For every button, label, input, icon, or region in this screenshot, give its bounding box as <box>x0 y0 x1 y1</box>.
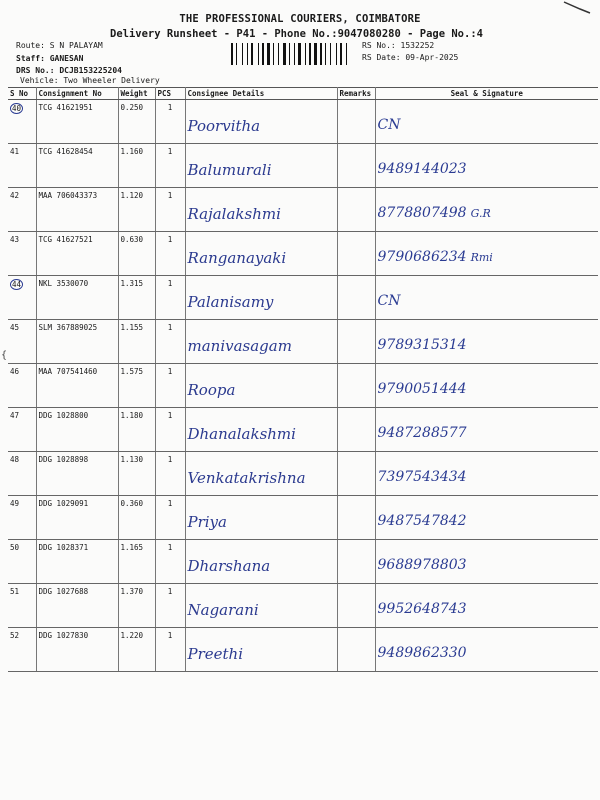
barcode-bar <box>236 43 237 65</box>
table-row <box>8 540 598 584</box>
cell-pcs: 1 <box>155 584 185 628</box>
serial-number: 48 <box>10 455 20 464</box>
signature-initials: G.R <box>470 207 491 220</box>
barcode-bar <box>273 43 274 65</box>
signature-handwritten <box>378 249 597 265</box>
consignee-name-handwritten: Balumurali <box>187 161 272 179</box>
serial-number: 44 <box>12 280 22 289</box>
table-row <box>8 628 598 672</box>
table-row <box>8 232 598 276</box>
cell-signature <box>375 276 598 320</box>
cell-sno <box>8 232 36 276</box>
signature-text: 9487547842 <box>377 513 467 529</box>
cell-pcs: 1 <box>155 364 185 408</box>
table-row <box>8 144 598 188</box>
cell-consignment: DDG 1029091 <box>36 496 118 540</box>
signature-text: 7397543434 <box>377 469 467 485</box>
rs-number: RS No.: 1532252 <box>362 41 435 50</box>
serial-number: 46 <box>10 367 20 376</box>
signature-handwritten <box>378 469 597 485</box>
signature-handwritten <box>378 601 597 617</box>
signature-text: 9489862330 <box>377 645 467 661</box>
drs-label: DRS No.: DCJB153225204 <box>16 66 122 75</box>
cell-pcs: 1 <box>155 452 185 496</box>
cell-consignment: MAA 706043373 <box>36 188 118 232</box>
cell-pcs: 1 <box>155 188 185 232</box>
cell-consignee <box>185 408 337 452</box>
barcode-bar <box>325 43 326 65</box>
cell-sno <box>8 584 36 628</box>
cell-weight: 1.130 <box>118 452 155 496</box>
cell-weight: 1.120 <box>118 188 155 232</box>
cell-consignment: TCG 41628454 <box>36 144 118 188</box>
cell-pcs: 1 <box>155 320 185 364</box>
cell-weight: 1.165 <box>118 540 155 584</box>
consignee-name-handwritten: Priya <box>187 513 227 531</box>
table-row <box>8 320 598 364</box>
pen-mark <box>562 0 592 14</box>
barcode-bar <box>314 43 317 65</box>
cell-pcs: 1 <box>155 100 185 144</box>
cell-pcs: 1 <box>155 628 185 672</box>
consignee-name-handwritten: Palanisamy <box>187 293 274 311</box>
barcode-bar <box>267 43 270 65</box>
col-header-consignee: Consignee Details <box>185 88 337 100</box>
cell-weight: 0.250 <box>118 100 155 144</box>
cell-pcs: 1 <box>155 276 185 320</box>
serial-number: 52 <box>10 631 20 640</box>
margin-mark: { <box>1 350 8 361</box>
barcode-bar <box>340 43 342 65</box>
cell-remarks <box>337 452 375 496</box>
cell-signature <box>375 100 598 144</box>
cell-signature <box>375 628 598 672</box>
consignee-name-handwritten: Dharshana <box>187 557 271 575</box>
signature-text: 9790686234 <box>377 249 467 265</box>
cell-consignment: DDG 1028371 <box>36 540 118 584</box>
cell-remarks <box>337 540 375 584</box>
cell-consignee <box>185 364 337 408</box>
company-title: THE PROFESSIONAL COURIERS, COIMBATORE <box>179 13 421 25</box>
table-row <box>8 276 598 320</box>
cell-signature <box>375 540 598 584</box>
route-label: Route: S N PALAYAM <box>16 41 103 50</box>
signature-handwritten <box>378 117 597 133</box>
cell-signature <box>375 496 598 540</box>
cell-pcs: 1 <box>155 144 185 188</box>
cell-consignment: DDG 1027830 <box>36 628 118 672</box>
signature-handwritten <box>378 513 597 529</box>
cell-weight: 0.630 <box>118 232 155 276</box>
consignee-name-handwritten: Ranganayaki <box>187 249 287 267</box>
cell-remarks <box>337 232 375 276</box>
vehicle-label: Vehicle: Two Wheeler Delivery <box>20 76 160 85</box>
serial-number: 50 <box>10 543 20 552</box>
cell-consignee <box>185 628 337 672</box>
cell-consignee <box>185 496 337 540</box>
cell-signature <box>375 320 598 364</box>
signature-handwritten <box>378 425 597 441</box>
barcode-bar <box>346 43 347 65</box>
table-body <box>8 100 598 672</box>
cell-weight: 0.360 <box>118 496 155 540</box>
cell-sno <box>8 100 36 144</box>
barcode-bar <box>258 43 259 65</box>
cell-consignment: DDG 1028898 <box>36 452 118 496</box>
cell-consignee <box>185 276 337 320</box>
table-row <box>8 584 598 628</box>
barcode-image <box>231 43 352 65</box>
cell-consignee <box>185 540 337 584</box>
cell-remarks <box>337 144 375 188</box>
cell-consignee <box>185 232 337 276</box>
signature-handwritten <box>378 293 597 309</box>
col-header-consignment: Consignment No <box>36 88 118 100</box>
barcode-bar <box>242 43 243 65</box>
serial-number: 40 <box>12 104 22 113</box>
serial-number: 43 <box>10 235 20 244</box>
serial-number: 49 <box>10 499 20 508</box>
barcode-bar <box>309 43 311 65</box>
signature-handwritten <box>378 205 597 221</box>
cell-remarks <box>337 320 375 364</box>
cell-signature <box>375 232 598 276</box>
signature-text: 9789315314 <box>377 337 467 353</box>
barcode-bar <box>298 43 301 65</box>
signature-text: CN <box>377 293 401 309</box>
runsheet-subtitle: Delivery Runsheet - P41 - Phone No.:9047080280 - Page No.:4 <box>110 28 483 40</box>
barcode-bar <box>330 43 331 65</box>
table-row <box>8 364 598 408</box>
cell-weight: 1.155 <box>118 320 155 364</box>
cell-pcs: 1 <box>155 232 185 276</box>
cell-sno <box>8 628 36 672</box>
cell-consignment: SLM 367889025 <box>36 320 118 364</box>
consignee-name-handwritten: Nagarani <box>187 601 259 619</box>
cell-consignee <box>185 144 337 188</box>
cell-weight: 1.220 <box>118 628 155 672</box>
col-header-signature: Seal & Signature <box>375 88 598 100</box>
signature-text: 9487288577 <box>377 425 467 441</box>
cell-remarks <box>337 584 375 628</box>
cell-signature <box>375 408 598 452</box>
cell-weight: 1.575 <box>118 364 155 408</box>
cell-remarks <box>337 276 375 320</box>
cell-consignee <box>185 188 337 232</box>
barcode-bar <box>251 43 253 65</box>
cell-consignee <box>185 100 337 144</box>
signature-text: 9952648743 <box>377 601 467 617</box>
cell-pcs: 1 <box>155 408 185 452</box>
cell-signature <box>375 452 598 496</box>
cell-sno <box>8 496 36 540</box>
cell-sno <box>8 408 36 452</box>
cell-weight: 1.370 <box>118 584 155 628</box>
signature-handwritten <box>378 381 597 397</box>
cell-signature <box>375 584 598 628</box>
cell-pcs: 1 <box>155 540 185 584</box>
cell-consignment: DDG 1027688 <box>36 584 118 628</box>
signature-text: 8778807498 <box>377 205 467 221</box>
barcode-bar <box>320 43 322 65</box>
barcode-bar <box>283 43 286 65</box>
barcode-bar <box>289 43 290 65</box>
col-header-pcs: PCS <box>155 88 185 100</box>
signature-text: 9489144023 <box>377 161 467 177</box>
cell-signature <box>375 188 598 232</box>
cell-remarks <box>337 364 375 408</box>
signature-text: 9790051444 <box>377 381 467 397</box>
staff-label: Staff: GANESAN <box>16 54 84 63</box>
cell-consignment: TCG 41621951 <box>36 100 118 144</box>
cell-consignee <box>185 320 337 364</box>
signature-text: 9688978803 <box>377 557 467 573</box>
cell-remarks <box>337 628 375 672</box>
cell-remarks <box>337 188 375 232</box>
barcode-bar <box>278 43 279 65</box>
consignee-name-handwritten: Preethi <box>187 645 244 663</box>
barcode-bar <box>305 43 306 65</box>
rs-date: RS Date: 09-Apr-2025 <box>362 53 459 62</box>
signature-text: CN <box>377 117 401 133</box>
cell-consignee <box>185 584 337 628</box>
table-row <box>8 496 598 540</box>
serial-number: 51 <box>10 587 20 596</box>
barcode-bar <box>247 43 248 65</box>
consignee-name-handwritten: Venkatakrishna <box>187 469 306 487</box>
cell-sno <box>8 188 36 232</box>
serial-number: 41 <box>10 147 20 156</box>
consignee-name-handwritten: manivasagam <box>187 337 292 355</box>
table-row <box>8 452 598 496</box>
signature-initials: Rmi <box>470 251 493 264</box>
cell-sno <box>8 452 36 496</box>
cell-weight: 1.315 <box>118 276 155 320</box>
cell-consignment: TCG 41627521 <box>36 232 118 276</box>
barcode-bar <box>294 43 295 65</box>
table-row <box>8 188 598 232</box>
signature-handwritten <box>378 337 597 353</box>
table-header-row <box>8 88 598 100</box>
cell-sno <box>8 320 36 364</box>
consignee-name-handwritten: Roopa <box>187 381 236 399</box>
cell-signature <box>375 364 598 408</box>
cell-consignee <box>185 452 337 496</box>
col-header-sno: S No <box>8 88 36 100</box>
barcode-bar <box>231 43 233 65</box>
table-row <box>8 408 598 452</box>
cell-consignment: MAA 707541460 <box>36 364 118 408</box>
cell-consignment: NKL 3530070 <box>36 276 118 320</box>
signature-handwritten <box>378 557 597 573</box>
signature-handwritten <box>378 645 597 661</box>
cell-signature <box>375 144 598 188</box>
col-header-remarks: Remarks <box>337 88 375 100</box>
consignee-name-handwritten: Poorvitha <box>187 117 261 135</box>
cell-sno <box>8 276 36 320</box>
cell-remarks <box>337 100 375 144</box>
barcode-bar <box>336 43 337 65</box>
serial-number: 47 <box>10 411 20 420</box>
col-header-weight: Weight <box>118 88 155 100</box>
table-row <box>8 100 598 144</box>
cell-weight: 1.180 <box>118 408 155 452</box>
consignee-name-handwritten: Dhanalakshmi <box>187 425 296 443</box>
serial-number: 45 <box>10 323 20 332</box>
cell-weight: 1.160 <box>118 144 155 188</box>
cell-sno <box>8 364 36 408</box>
signature-handwritten <box>378 161 597 177</box>
cell-sno <box>8 540 36 584</box>
cell-sno <box>8 144 36 188</box>
runsheet-table <box>8 87 598 672</box>
cell-consignment: DDG 1028800 <box>36 408 118 452</box>
cell-pcs: 1 <box>155 496 185 540</box>
cell-remarks <box>337 408 375 452</box>
cell-remarks <box>337 496 375 540</box>
serial-number: 42 <box>10 191 20 200</box>
consignee-name-handwritten: Rajalakshmi <box>187 205 281 223</box>
barcode-bar <box>262 43 264 65</box>
